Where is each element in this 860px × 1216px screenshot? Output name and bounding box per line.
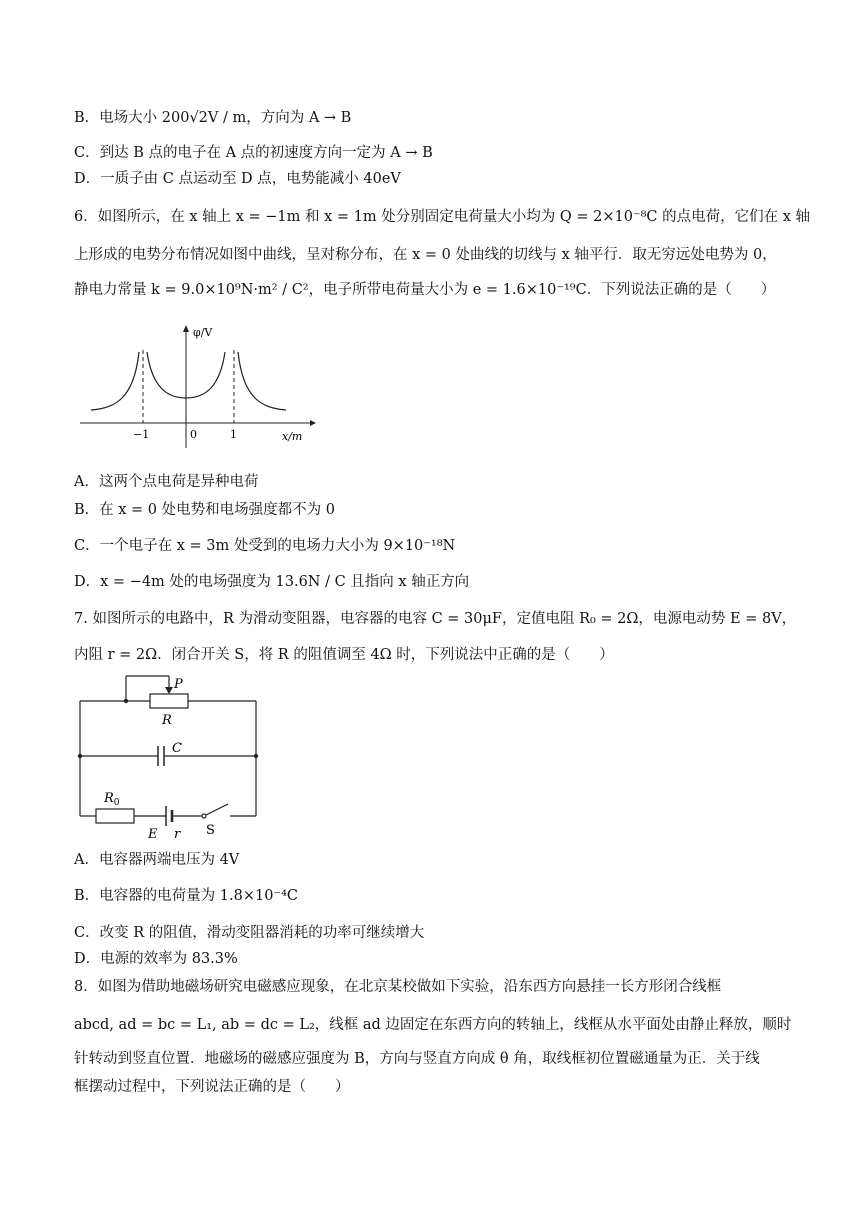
potential-curve-left	[91, 352, 139, 410]
q7-option-a: A．电容器两端电压为 4V	[74, 852, 240, 868]
q6-option-a: A．这两个点电荷是异种电荷	[74, 474, 259, 490]
resistor-r0	[96, 809, 134, 823]
tick-zero: 0	[190, 428, 197, 441]
tick-one: 1	[230, 428, 237, 441]
x-axis-label: x/m	[282, 430, 303, 443]
label-e: E	[148, 827, 158, 842]
y-axis-arrow	[183, 325, 189, 332]
q6-stem-line3: 静电力常量 k = 9.0×10⁹N·m² / C²，电子所带电荷量大小为 e = 1.6×10⁻¹⁹C．下列说法正确的是（ ）	[74, 282, 776, 298]
q7-option-c: C．改变 R 的阻值，滑动变阻器消耗的功率可继续增大	[74, 925, 425, 941]
x-axis-arrow	[310, 420, 316, 426]
q7-stem-line1: 7. 如图所示的电路中，R 为滑动变阻器，电容器的电容 C = 30μF，定值电阻 R₀ = 2Ω，电源电动势 E = 8V，	[74, 611, 797, 627]
slider-arrow	[165, 687, 173, 694]
q5-option-d: D．一质子由 C 点运动至 D 点，电势能减小 40eV	[74, 171, 401, 187]
q8-stem-line4: 框摆动过程中，下列说法正确的是（ ）	[74, 1079, 350, 1095]
potential-curve-right	[238, 352, 286, 410]
label-s: S	[206, 823, 215, 838]
label-p: P	[174, 677, 183, 692]
switch-blade	[206, 804, 228, 815]
q5-option-c: C．到达 B 点的电子在 A 点的初速度方向一定为 A → B	[74, 145, 433, 161]
q7-option-d: D．电源的效率为 83.3%	[74, 951, 238, 967]
q7-option-b: B．电容器的电荷量为 1.8×10⁻⁴C	[74, 888, 298, 904]
q6-stem-line2: 上形成的电势分布情况如图中曲线，呈对称分布，在 x = 0 处曲线的切线与 x 轴平行．取无穷远处电势为 0，	[74, 247, 777, 263]
label-r: R	[162, 713, 172, 728]
rheostat-r	[150, 694, 188, 708]
q5-option-b: B．电场大小 200√2V / m，方向为 A → B	[74, 110, 352, 126]
y-axis-label: φ/V	[193, 326, 213, 339]
q8-stem-line2: abcd, ad = bc = L₁, ab = dc = L₂，线框 ad 边固定在东西方向的转轴上，线框从水平面处由静止释放，顺时	[74, 1017, 792, 1033]
q8-stem-line3: 针转动到竖直位置．地磁场的磁感应强度为 B，方向与竖直方向成 θ 角，取线框初位置磁通量为正．关于线	[74, 1051, 760, 1067]
q6-stem-line1: 6．如图所示，在 x 轴上 x = −1m 和 x = 1m 处分别固定电荷量大小均为 Q = 2×10⁻⁸C 的点电荷，它们在 x 轴	[74, 209, 810, 225]
label-c: C	[172, 741, 182, 756]
q7-stem-line2: 内阻 r = 2Ω．闭合开关 S，将 R 的阻值调至 4Ω 时，下列说法中正确的是（ ）	[74, 647, 614, 663]
q6-option-d: D．x = −4m 处的电场强度为 13.6N / C 且指向 x 轴正方向	[74, 574, 470, 590]
circuit-figure	[74, 666, 264, 846]
potential-graph-figure	[76, 320, 316, 454]
q8-stem-line1: 8．如图为借助地磁场研究电磁感应现象，在北京某校做如下实验，沿东西方向悬挂一长方形闭合线框	[74, 979, 722, 995]
label-r-internal: r	[174, 827, 181, 842]
tick-neg-one: −1	[133, 428, 150, 441]
q6-option-b: B．在 x = 0 处电势和电场强度都不为 0	[74, 502, 335, 518]
q6-option-c: C．一个电子在 x = 3m 处受到的电场力大小为 9×10⁻¹⁸N	[74, 538, 456, 554]
label-r0: $R_0$	[104, 791, 120, 808]
